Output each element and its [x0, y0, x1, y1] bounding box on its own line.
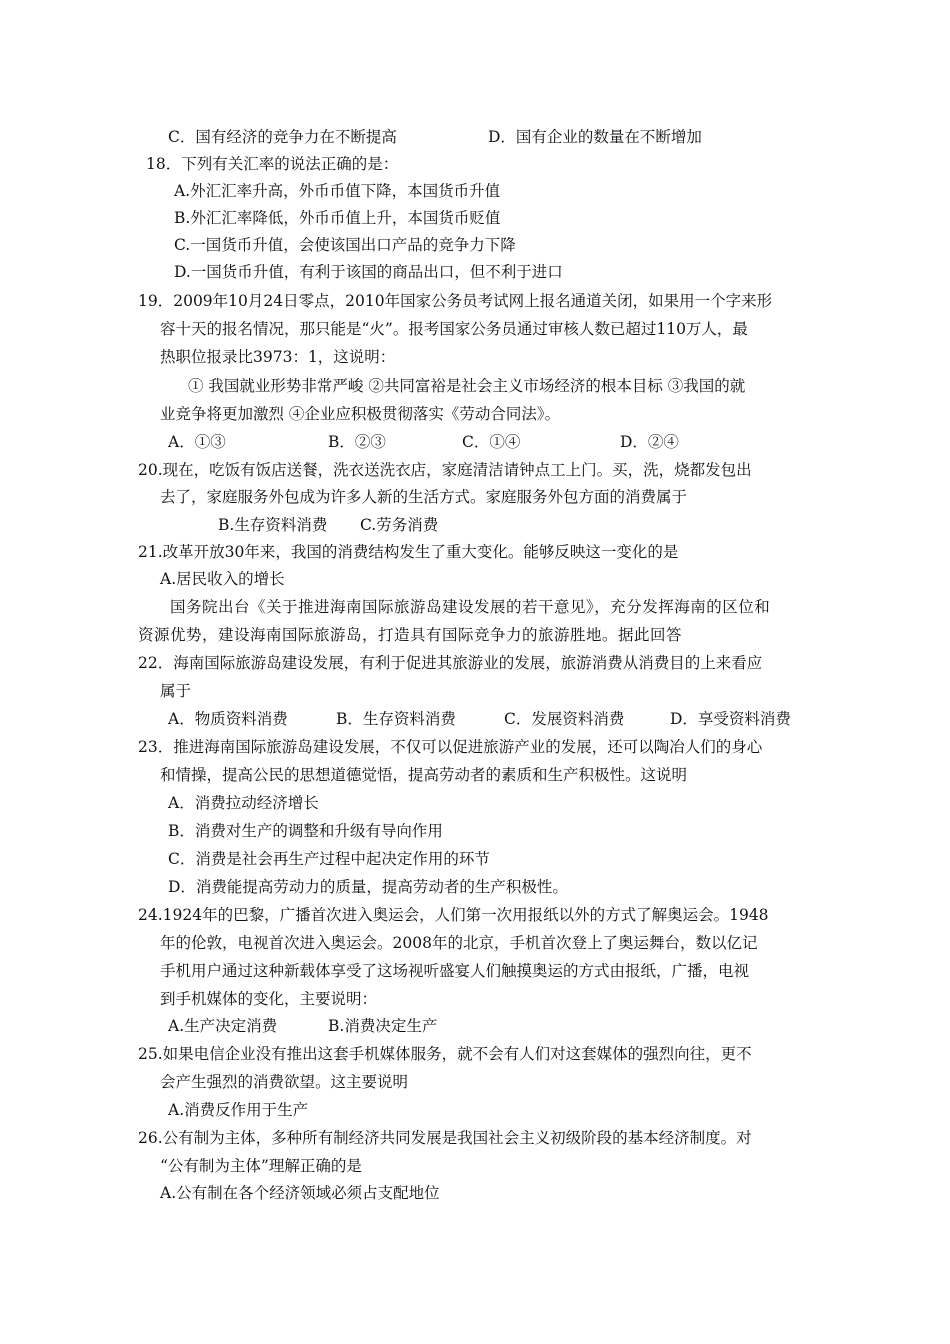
- q19-stem-line-1: 19．2009年10月24日零点，2010年国家公务员考试网上报名通道关闭，如果用一个字来形: [138, 292, 773, 310]
- q19-stem-line-3: 热职位报录比3973：1，这说明：: [160, 348, 396, 366]
- q18-option-c: C.一国货币升值，会使该国出口产品的竞争力下降: [174, 236, 516, 254]
- q23-option-b: B．消费对生产的调整和升级有导向作用: [168, 822, 443, 840]
- q26-stem-line-1: 26.公有制为主体，多种所有制经济共同发展是我国社会主义初级阶段的基本经济制度。对: [138, 1129, 752, 1147]
- q24-option-b: B.消费决定生产: [328, 1017, 438, 1035]
- q19-option-a: A．①③: [168, 433, 226, 451]
- q20-stem-line-1: 20.现在，吃饭有饭店送餐，洗衣送洗衣店，家庭清洁请钟点工上门。买，洗，烧都发包出: [138, 461, 752, 479]
- q18-option-a: A.外汇汇率升高，外币币值下降，本国货币升值: [174, 182, 501, 200]
- q25-option-a: A.消费反作用于生产: [168, 1101, 309, 1119]
- q24-stem-line-1: 24.1924年的巴黎，广播首次进入奥运会，人们第一次用报纸以外的方式了解奥运会。1948: [138, 906, 769, 924]
- q25-stem-line-1: 25.如果电信企业没有推出这套手机媒体服务，就不会有人们对这套媒体的强烈向往，更不: [138, 1045, 752, 1063]
- q20-stem-line-2: 去了，家庭服务外包成为许多人新的生活方式。家庭服务外包方面的消费属于: [160, 488, 688, 506]
- q18-option-d: D.一国货币升值，有利于该国的商品出口，但不利于进口: [174, 263, 563, 281]
- q19-option-c: C．①④: [462, 433, 521, 451]
- q24-option-a: A.生产决定消费: [168, 1017, 278, 1035]
- q19-option-d: D．②④: [620, 433, 679, 451]
- q21-option-a: A.居民收入的增长: [160, 570, 285, 588]
- q22-stem-line-2: 属于: [160, 682, 192, 700]
- q23-option-c: C．消费是社会再生产过程中起决定作用的环节: [168, 850, 490, 868]
- q23-stem-line-2: 和情操，提高公民的思想道德觉悟，提高劳动者的素质和生产积极性。这说明: [160, 766, 688, 784]
- q20-option-c: C.劳务消费: [360, 516, 439, 534]
- material-line-1: 国务院出台《关于推进海南国际旅游岛建设发展的若干意见》，充分发挥海南的区位和: [170, 598, 771, 616]
- q22-option-a: A．物质资料消费: [168, 710, 288, 728]
- q17-option-c: C．国有经济的竞争力在不断提高: [168, 128, 397, 146]
- q26-option-a: A.公有制在各个经济领域必须占支配地位: [160, 1184, 440, 1202]
- material-line-2: 资源优势，建设海南国际旅游岛，打造具有国际竞争力的旅游胜地。据此回答: [138, 626, 683, 644]
- q26-stem-line-2: “公有制为主体”理解正确的是: [160, 1157, 362, 1175]
- q18-option-b: B.外汇汇率降低，外币币值上升，本国货币贬值: [174, 209, 501, 227]
- q22-stem-line-1: 22．海南国际旅游岛建设发展，有利于促进其旅游业的发展，旅游消费从消费目的上来看应: [138, 654, 763, 672]
- q23-stem-line-1: 23．推进海南国际旅游岛建设发展，不仅可以促进旅游产业的发展，还可以陶冶人们的身心: [138, 738, 763, 756]
- q17-option-d: D．国有企业的数量在不断增加: [488, 128, 702, 146]
- q23-option-a: A．消费拉动经济增长: [168, 794, 319, 812]
- q19-statements-line-1: ① 我国就业形势非常严峻 ②共同富裕是社会主义市场经济的根本目标 ③我国的就: [188, 377, 746, 395]
- q18-stem: 18．下列有关汇率的说法正确的是：: [146, 155, 399, 173]
- q22-option-d: D．享受资料消费: [670, 710, 791, 728]
- q22-option-c: C．发展资料消费: [504, 710, 625, 728]
- q21-stem: 21.改革开放30年来，我国的消费结构发生了重大变化。能够反映这一变化的是: [138, 543, 679, 561]
- q20-option-b: B.生存资料消费: [218, 516, 328, 534]
- q24-stem-line-4: 到手机媒体的变化，主要说明：: [160, 990, 378, 1008]
- q19-statements-line-2: 业竞争将更加激烈 ④企业应积极贯彻落实《劳动合同法》。: [160, 405, 561, 423]
- q19-stem-line-2: 容十天的报名情况，那只能是“火”。报考国家公务员通过审核人数已超过110万人，最: [160, 320, 748, 338]
- q25-stem-line-2: 会产生强烈的消费欲望。这主要说明: [160, 1073, 409, 1091]
- q22-option-b: B．生存资料消费: [336, 710, 456, 728]
- q24-stem-line-3: 手机用户通过这种新载体享受了这场视听盛宴人们触摸奥运的方式由报纸，广播，电视: [160, 962, 750, 980]
- q24-stem-line-2: 年的伦敦，电视首次进入奥运会。2008年的北京，手机首次登上了奥运舞台，数以亿记: [160, 934, 758, 952]
- q19-option-b: B．②③: [328, 433, 386, 451]
- q23-option-d: D．消费能提高劳动力的质量，提高劳动者的生产积极性。: [168, 878, 568, 896]
